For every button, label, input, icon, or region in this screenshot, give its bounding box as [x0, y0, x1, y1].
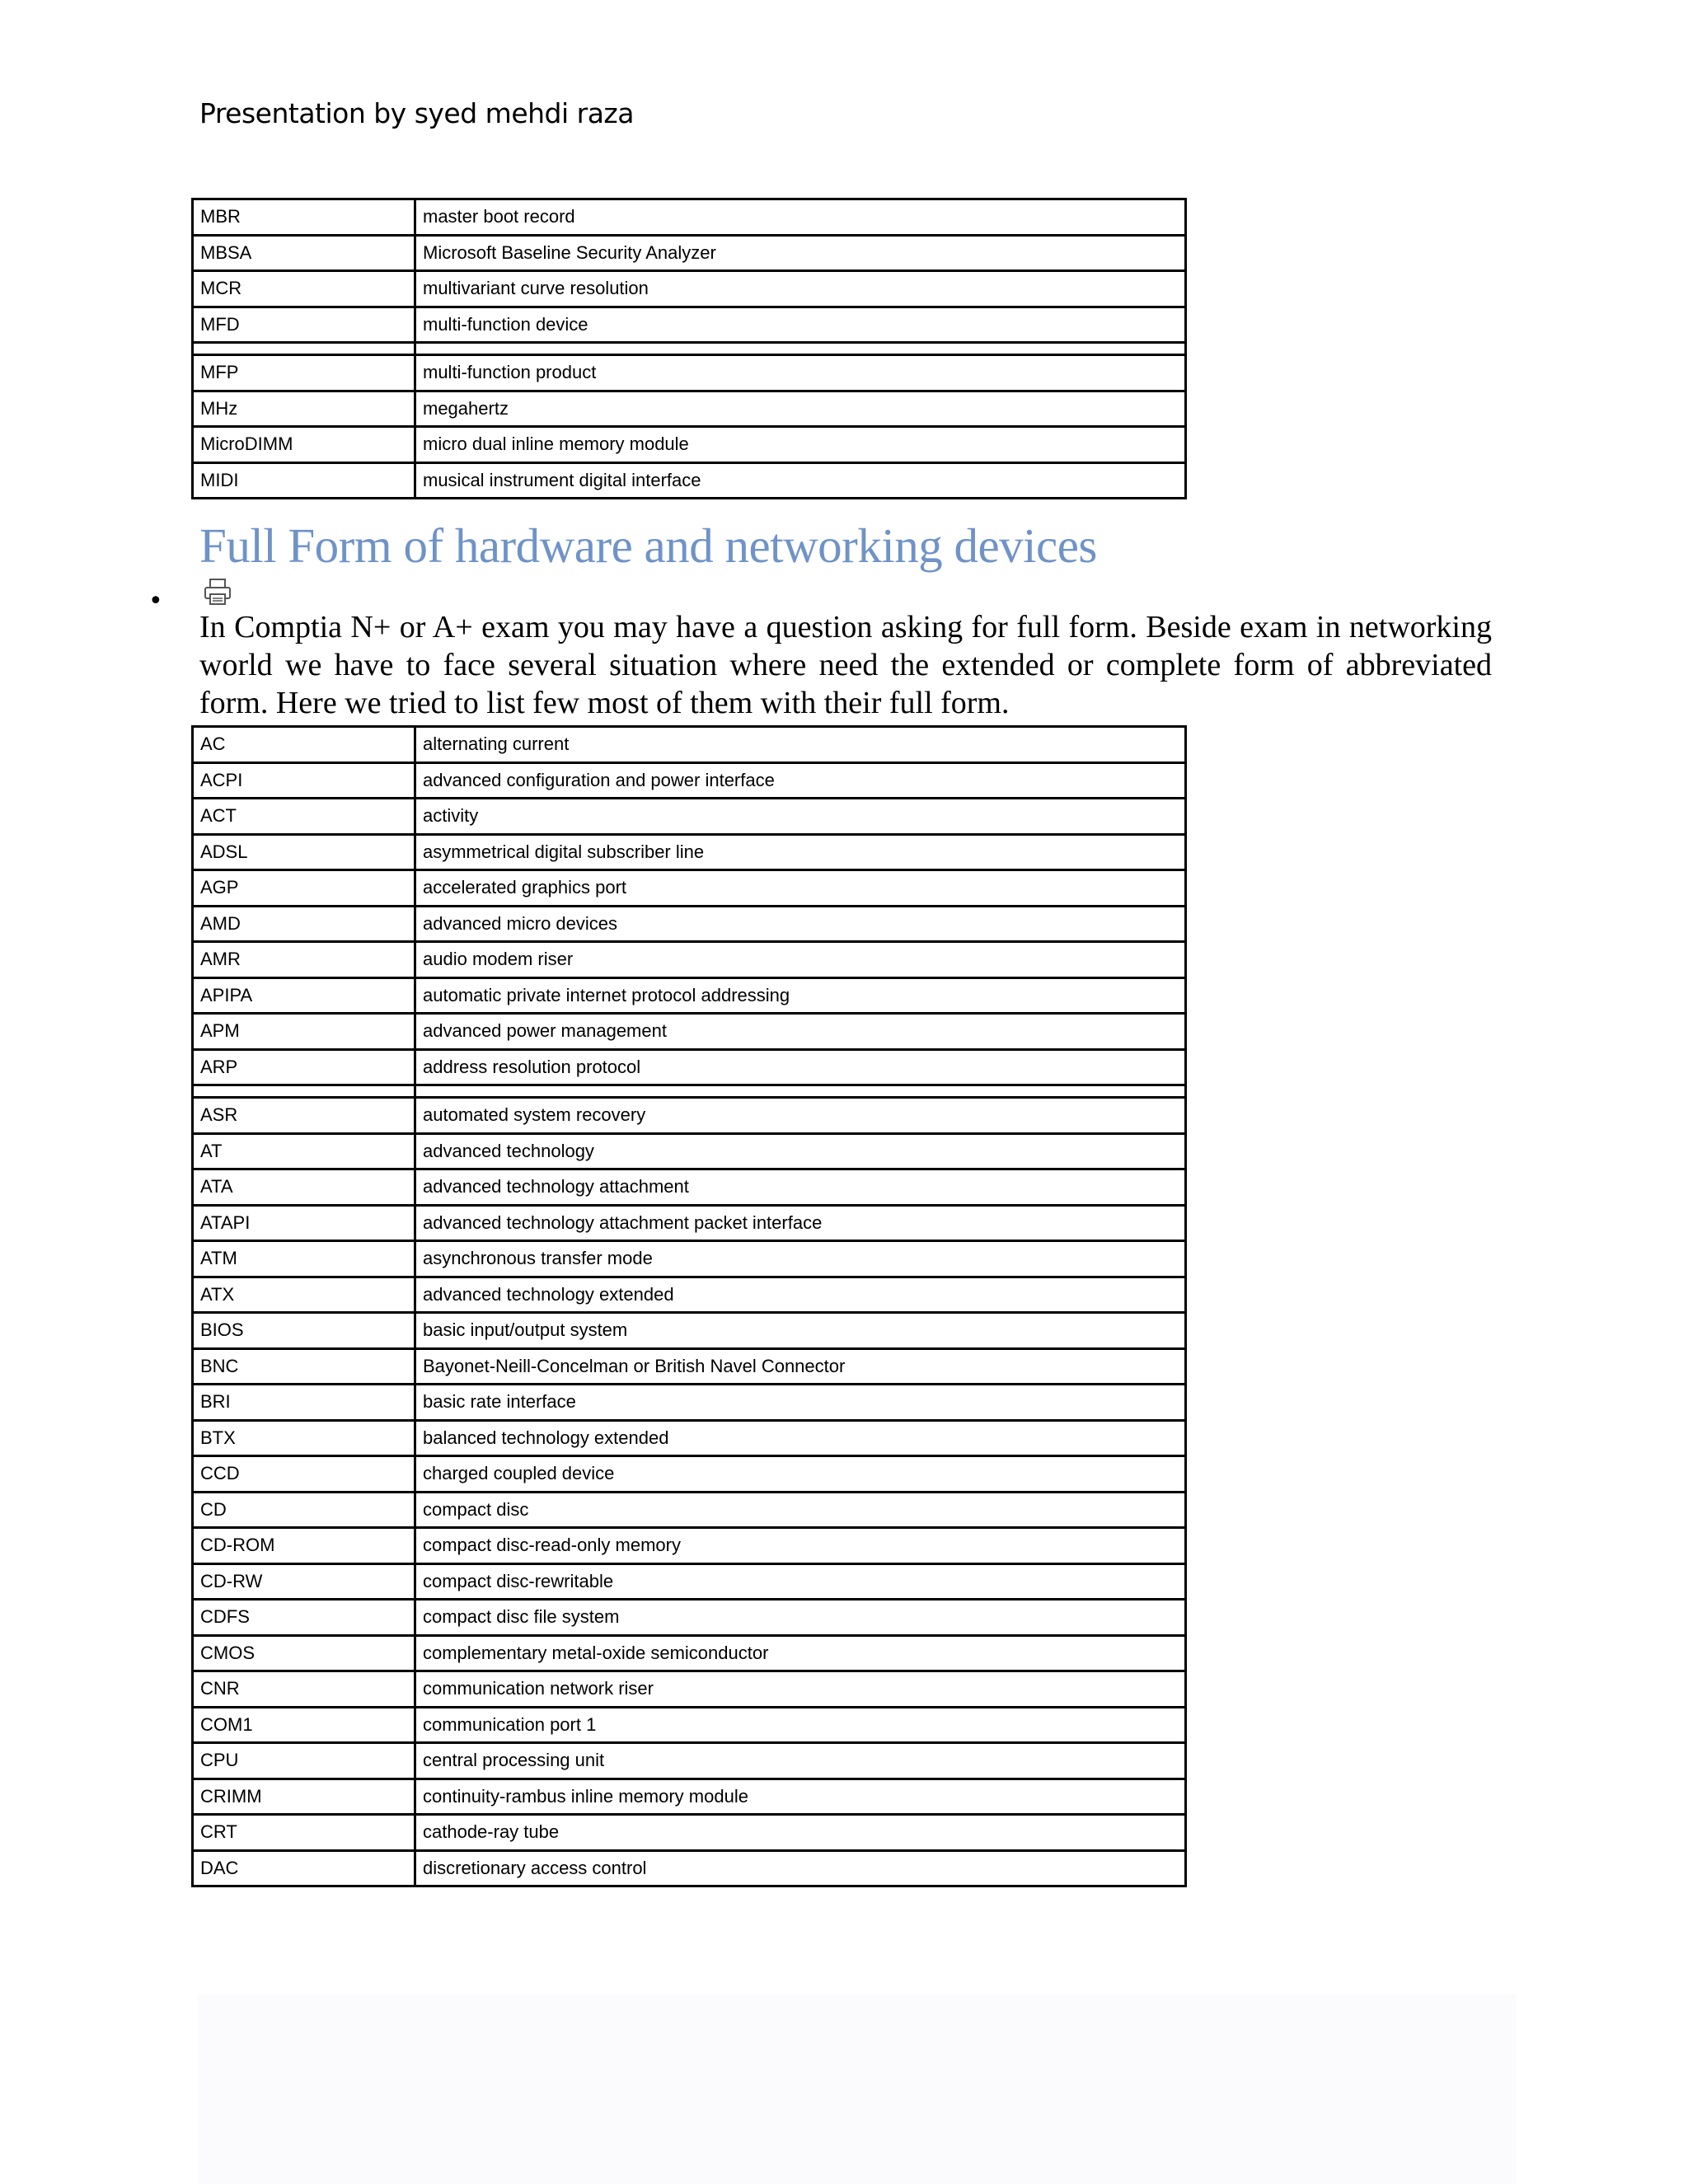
abbreviation-cell: MCR — [193, 271, 415, 307]
abbreviation-cell: CRIMM — [193, 1779, 415, 1815]
full-form-cell: compact disc-rewritable — [415, 1563, 1186, 1600]
table-row — [193, 1671, 1186, 1708]
abbreviation-cell: CPU — [193, 1743, 415, 1779]
abbreviation-cell: BRI — [193, 1385, 415, 1421]
table-row — [193, 1492, 1186, 1528]
spacer-cell — [193, 1085, 415, 1098]
abbreviation-cell: MFP — [193, 355, 415, 391]
full-form-cell: discretionary access control — [415, 1850, 1186, 1886]
spacer-cell — [193, 343, 415, 355]
table-row — [193, 834, 1186, 870]
full-form-cell: multivariant curve resolution — [415, 271, 1186, 307]
table-row — [193, 1169, 1186, 1206]
full-form-cell: advanced technology attachment packet interface — [415, 1205, 1186, 1241]
abbreviation-cell: MBR — [193, 199, 415, 236]
table-row — [193, 906, 1186, 942]
table-row — [193, 199, 1186, 236]
table-row — [193, 1313, 1186, 1349]
abbreviation-cell: BNC — [193, 1348, 415, 1385]
abbreviation-cell: AMD — [193, 906, 415, 942]
table-row — [193, 462, 1186, 499]
full-form-cell: accelerated graphics port — [415, 870, 1186, 907]
full-form-cell: basic rate interface — [415, 1385, 1186, 1421]
abbreviation-cell: BTX — [193, 1420, 415, 1456]
table-row — [193, 307, 1186, 343]
abbreviation-cell: BIOS — [193, 1313, 415, 1349]
full-form-cell: compact disc-read-only memory — [415, 1528, 1186, 1564]
full-form-cell: advanced technology attachment — [415, 1169, 1186, 1206]
section-title: Full Form of hardware and networking devices — [199, 518, 1097, 573]
full-form-cell: advanced power management — [415, 1014, 1186, 1050]
table-row — [193, 799, 1186, 835]
table-row — [193, 1098, 1186, 1134]
table-row — [193, 1850, 1186, 1886]
full-form-cell: continuity-rambus inline memory module — [415, 1779, 1186, 1815]
table-row — [193, 1456, 1186, 1493]
abbreviation-cell: MIDI — [193, 462, 415, 499]
full-form-cell: basic input/output system — [415, 1313, 1186, 1349]
full-form-cell: communication port 1 — [415, 1707, 1186, 1743]
full-form-cell: advanced configuration and power interface — [415, 762, 1186, 799]
full-form-cell: multi-function product — [415, 355, 1186, 391]
abbreviation-cell: AC — [193, 727, 415, 763]
bullet-icon: • — [148, 587, 163, 616]
full-form-cell: address resolution protocol — [415, 1049, 1186, 1085]
full-form-cell: compact disc — [415, 1492, 1186, 1528]
abbreviation-cell: ADSL — [193, 834, 415, 870]
full-form-cell: audio modem riser — [415, 942, 1186, 978]
table-row — [193, 1348, 1186, 1385]
full-form-cell: megahertz — [415, 391, 1186, 427]
abbreviation-cell: MicroDIMM — [193, 427, 415, 463]
abbreviation-cell: COM1 — [193, 1707, 415, 1743]
table-row — [193, 1277, 1186, 1313]
table-row — [193, 1563, 1186, 1600]
full-form-cell: advanced micro devices — [415, 906, 1186, 942]
spacer-cell — [415, 343, 1186, 355]
abbreviation-cell: ARP — [193, 1049, 415, 1085]
table-row — [193, 1707, 1186, 1743]
abbreviation-cell: ATA — [193, 1169, 415, 1206]
abbreviation-cell: MHz — [193, 391, 415, 427]
table-row — [193, 1815, 1186, 1851]
table-row — [193, 271, 1186, 307]
abbreviation-cell: CRT — [193, 1815, 415, 1851]
full-form-cell: charged coupled device — [415, 1456, 1186, 1493]
table-row — [193, 1528, 1186, 1564]
full-form-cell: communication network riser — [415, 1671, 1186, 1708]
table-row — [193, 870, 1186, 907]
table-row — [193, 1014, 1186, 1050]
abbreviation-table-m — [191, 198, 1187, 499]
table-row — [193, 1205, 1186, 1241]
abbreviation-cell: CMOS — [193, 1635, 415, 1671]
abbreviation-cell: CDFS — [193, 1600, 415, 1636]
page-background-shade — [198, 1994, 1517, 2184]
abbreviation-cell: ASR — [193, 1098, 415, 1134]
table-row — [193, 1635, 1186, 1671]
table-row — [193, 1600, 1186, 1636]
full-form-cell: asymmetrical digital subscriber line — [415, 834, 1186, 870]
table-spacer-row — [193, 1085, 1186, 1098]
abbreviation-cell: APIPA — [193, 977, 415, 1014]
abbreviation-cell: AGP — [193, 870, 415, 907]
full-form-cell: multi-function device — [415, 307, 1186, 343]
table-row — [193, 762, 1186, 799]
full-form-cell: automatic private internet protocol addressing — [415, 977, 1186, 1014]
table-row — [193, 427, 1186, 463]
abbreviation-cell: APM — [193, 1014, 415, 1050]
abbreviation-cell: MBSA — [193, 235, 415, 271]
full-form-cell: central processing unit — [415, 1743, 1186, 1779]
abbreviation-cell: DAC — [193, 1850, 415, 1886]
full-form-cell: automated system recovery — [415, 1098, 1186, 1134]
abbreviation-cell: AT — [193, 1133, 415, 1169]
full-form-cell: cathode-ray tube — [415, 1815, 1186, 1851]
abbreviation-cell: CD-RW — [193, 1563, 415, 1600]
table-row — [193, 1133, 1186, 1169]
abbreviation-table-a-d — [191, 725, 1187, 1887]
spacer-cell — [415, 1085, 1186, 1098]
page-header: Presentation by syed mehdi raza — [199, 97, 634, 129]
full-form-cell: advanced technology — [415, 1133, 1186, 1169]
abbreviation-cell: ATAPI — [193, 1205, 415, 1241]
abbreviation-cell: CD-ROM — [193, 1528, 415, 1564]
abbreviation-cell: ATM — [193, 1241, 415, 1277]
table-row — [193, 391, 1186, 427]
full-form-cell: musical instrument digital interface — [415, 462, 1186, 499]
table-row — [193, 1241, 1186, 1277]
table-row — [193, 1743, 1186, 1779]
table-row — [193, 942, 1186, 978]
abbreviation-cell: ACT — [193, 799, 415, 835]
full-form-cell: asynchronous transfer mode — [415, 1241, 1186, 1277]
abbreviation-cell: ATX — [193, 1277, 415, 1313]
full-form-cell: compact disc file system — [415, 1600, 1186, 1636]
full-form-cell: Bayonet-Neill-Concelman or British Navel Connector — [415, 1348, 1186, 1385]
table-row — [193, 1385, 1186, 1421]
full-form-cell: complementary metal-oxide semiconductor — [415, 1635, 1186, 1671]
full-form-cell: advanced technology extended — [415, 1277, 1186, 1313]
full-form-cell: master boot record — [415, 199, 1186, 236]
full-form-cell: Microsoft Baseline Security Analyzer — [415, 235, 1186, 271]
printer-icon[interactable] — [203, 577, 232, 607]
table-row — [193, 355, 1186, 391]
abbreviation-cell: ACPI — [193, 762, 415, 799]
full-form-cell: alternating current — [415, 727, 1186, 763]
abbreviation-cell: CCD — [193, 1456, 415, 1493]
table-row — [193, 727, 1186, 763]
table-row — [193, 235, 1186, 271]
intro-paragraph: In Comptia N+ or A+ exam you may have a question asking for full form. Beside exam in networking world we have to face several situation where need the extended or complete form of abbreviated form. Here we tried to list few most of them with their full form. — [199, 610, 1492, 720]
full-form-cell: balanced technology extended — [415, 1420, 1186, 1456]
table-row — [193, 977, 1186, 1014]
abbreviation-cell: MFD — [193, 307, 415, 343]
full-form-cell: activity — [415, 799, 1186, 835]
table-spacer-row — [193, 343, 1186, 355]
table-row — [193, 1779, 1186, 1815]
abbreviation-cell: CD — [193, 1492, 415, 1528]
table-row — [193, 1420, 1186, 1456]
full-form-cell: micro dual inline memory module — [415, 427, 1186, 463]
abbreviation-cell: CNR — [193, 1671, 415, 1708]
table-row — [193, 1049, 1186, 1085]
abbreviation-cell: AMR — [193, 942, 415, 978]
